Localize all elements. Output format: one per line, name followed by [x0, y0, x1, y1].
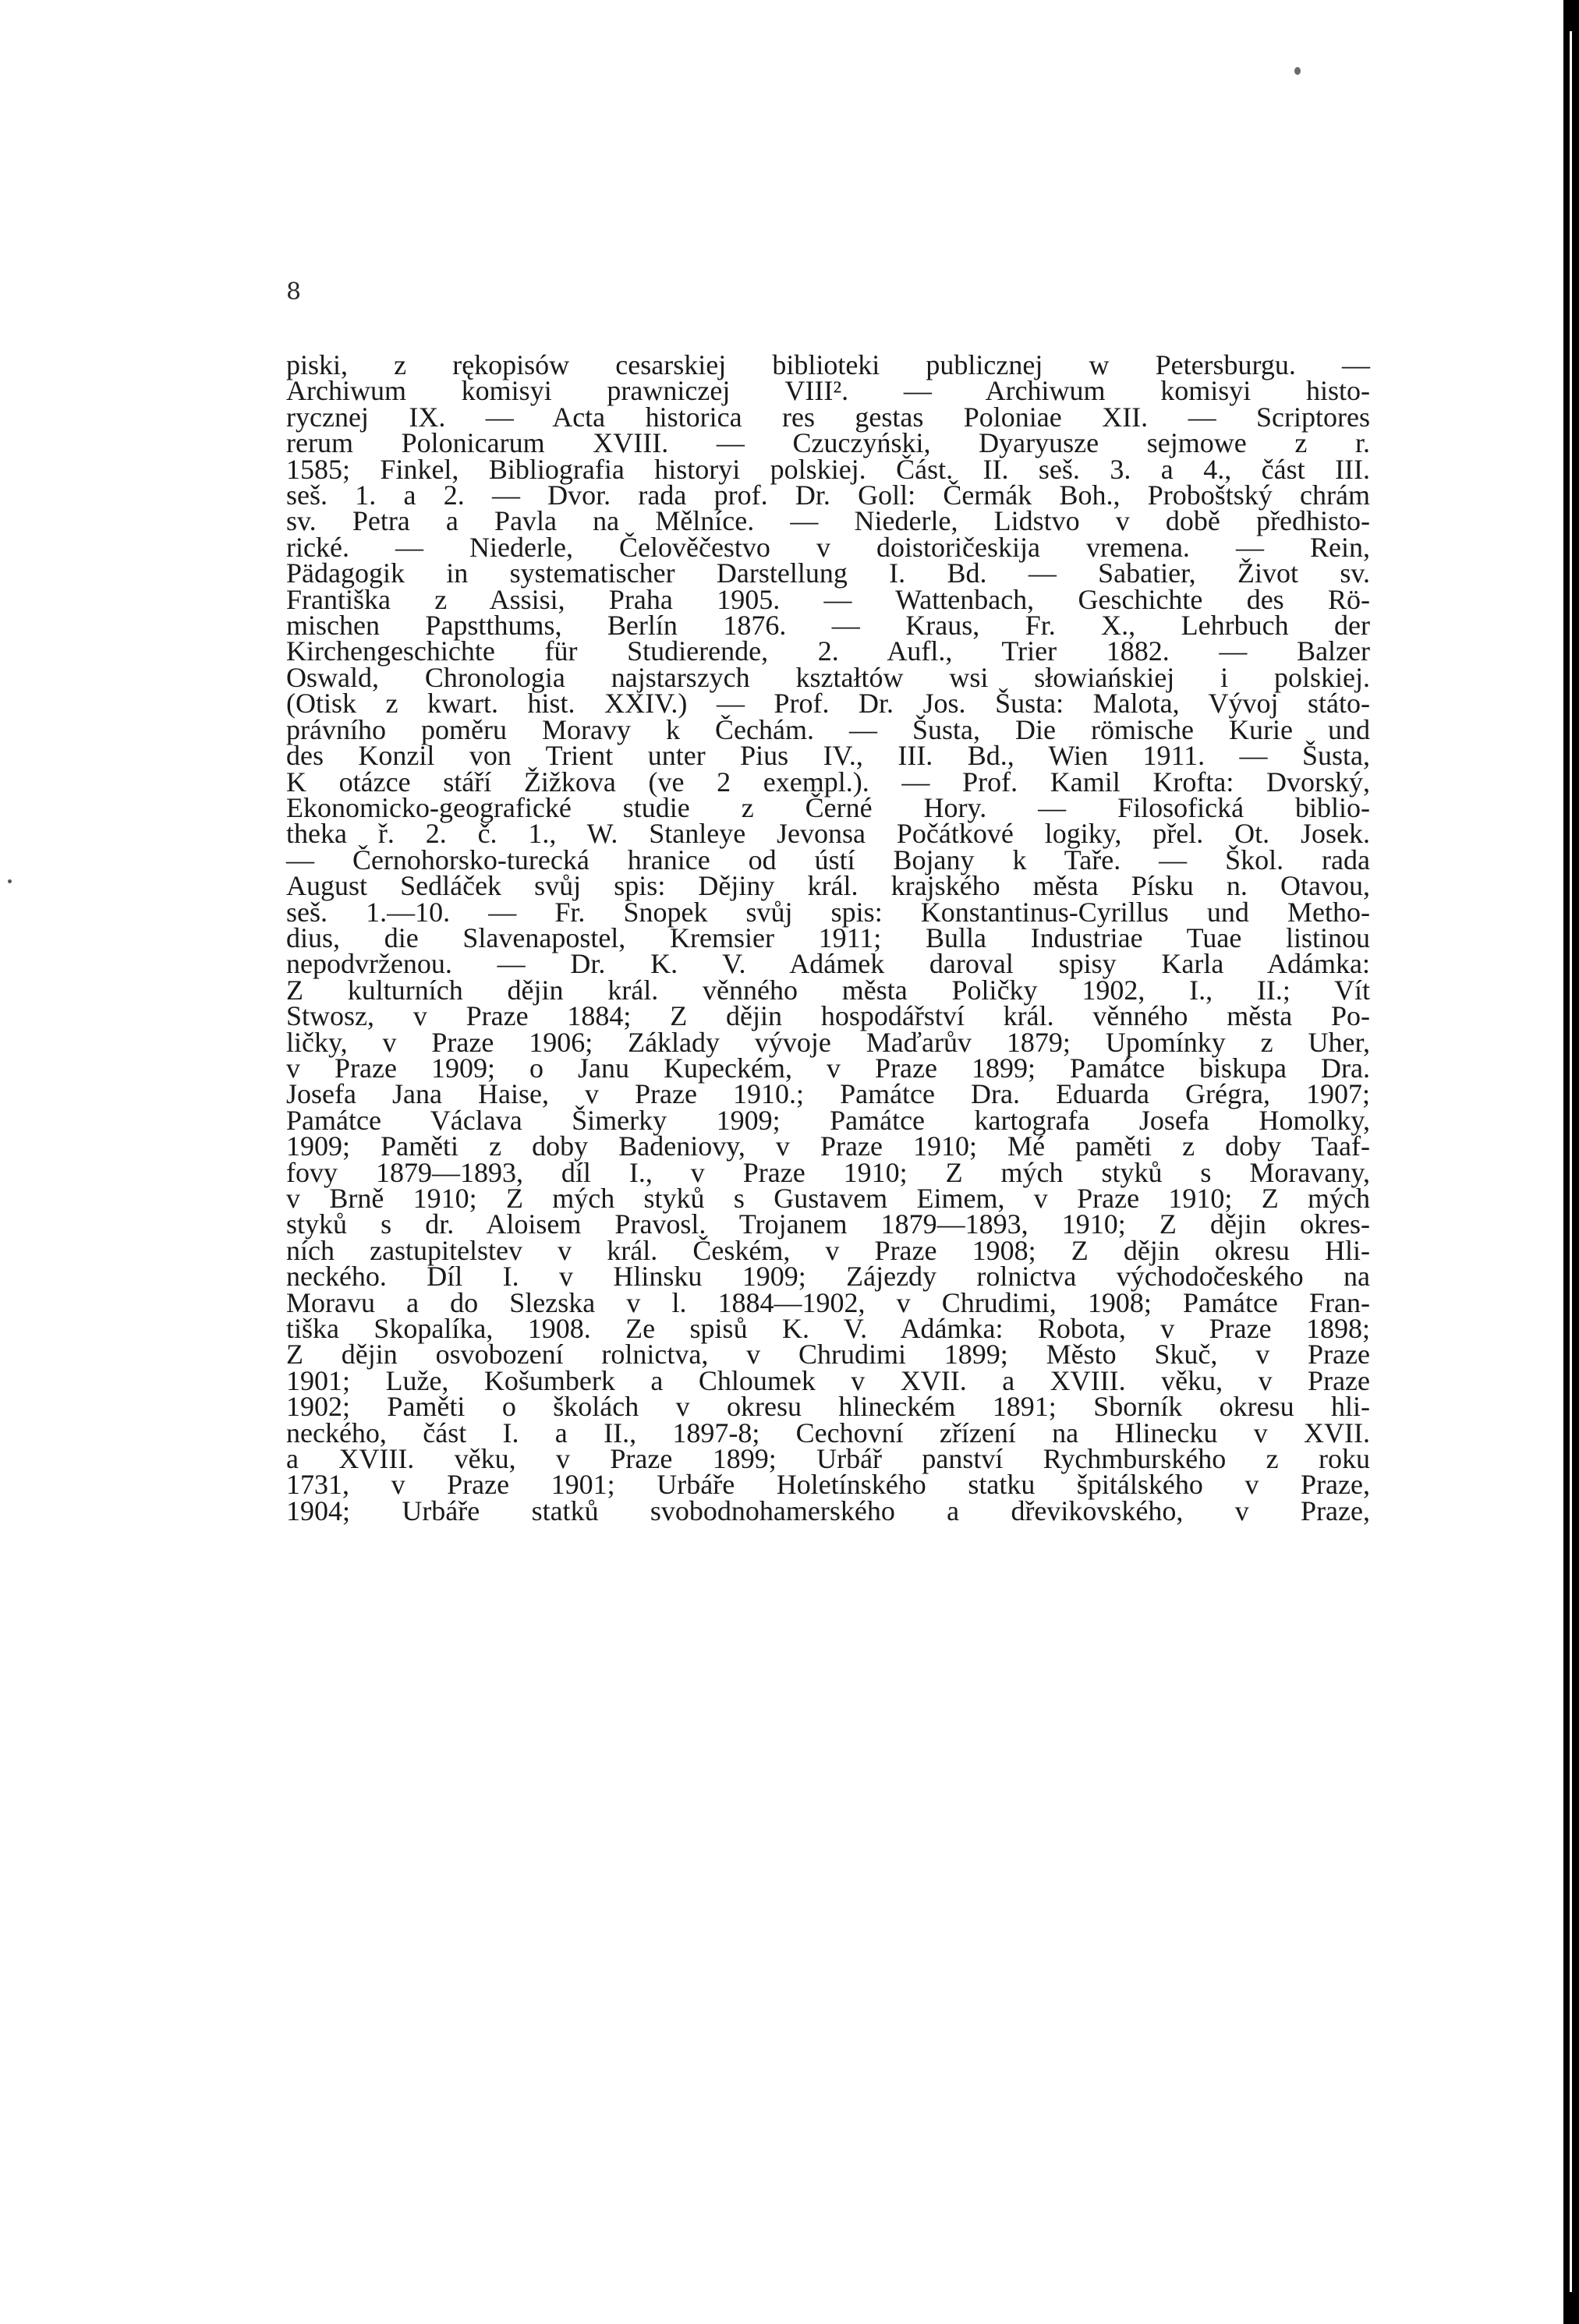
page-edge-border [1563, 0, 1579, 2324]
text-line: 1909; Paměti z doby Badeniovy, v Praze 1910; Mé paměti z doby Taaf- [286, 1130, 1370, 1162]
text-line: K otázce stáří Žižkova (ve 2 exempl.). — Prof. Kamil Krofta: Dvorský, [286, 766, 1370, 798]
text-line: mischen Papstthums, Berlín 1876. — Kraus, Fr. X., Lehrbuch der [286, 610, 1370, 642]
text-line: August Sedláček svůj spis: Dějiny král. krajského města Písku n. Otavou, [286, 870, 1370, 902]
body-text [286, 349, 1370, 1526]
text-line: fovy 1879—1893, díl I., v Praze 1910; Z mých styků s Moravany, [286, 1156, 1370, 1188]
text-line: — Černohorsko-turecká hranice od ústí Bojany k Taře. — Škol. rada [286, 844, 1370, 875]
text-line: tiška Skopalíka, 1908. Ze spisů K. V. Adámka: Robota, v Praze 1898; [286, 1313, 1370, 1345]
text-line: Františka z Assisi, Praha 1905. — Wattenbach, Geschichte des Rö- [286, 583, 1370, 615]
text-line: Z dějin osvobození rolnictva, v Chrudimi 1899; Město Skuč, v Praze [286, 1339, 1370, 1371]
text-line: dius, die Slavenapostel, Kremsier 1911; Bulla Industriae Tuae listinou [286, 921, 1370, 953]
margin-dot [8, 879, 12, 883]
text-line: 1902; Paměti o školách v okresu hlineckém 1891; Sborník okresu hli- [286, 1391, 1370, 1423]
text-line: Archiwum komisyi prawniczej VIII². — Archiwum komisyi histo- [286, 375, 1370, 407]
text-line: právního poměru Moravy k Čechám. — Šusta, Die römische Kurie und [286, 713, 1370, 745]
text-line: a XVIII. věku, v Praze 1899; Urbář panství Rychmburského z roku [286, 1443, 1370, 1475]
text-line: 1904; Urbáře statků svobodnohamerského a dřevikovského, v Praze, [286, 1495, 1370, 1526]
text-line: Kirchengeschichte für Studierende, 2. Aufl., Trier 1882. — Balzer [286, 635, 1370, 667]
text-line: theka ř. 2. č. 1., W. Stanleye Jevonsa Počátkové logiky, přel. Ot. Josek. [286, 818, 1370, 850]
text-line: nepodvrženou. — Dr. K. V. Adámek daroval spisy Karla Adámka: [286, 948, 1370, 980]
text-line: Památce Václava Šimerky 1909; Památce kartografa Josefa Homolky, [286, 1104, 1370, 1136]
text-line: v Praze 1909; o Janu Kupeckém, v Praze 1899; Památce biskupa Dra. [286, 1052, 1370, 1084]
text-line: 1901; Luže, Košumberk a Chloumek v XVII. a XVIII. věku, v Praze [286, 1364, 1370, 1396]
text-line: piski, z rękopisów cesarskiej biblioteki publicznej w Petersburgu. — [286, 349, 1370, 380]
text-line: Oswald, Chronologia najstarszych kształtów wsi słowiańskiej i polskiej. [286, 661, 1370, 693]
text-line: rycznej IX. — Acta historica res gestas Poloniae XII. — Scriptores [286, 401, 1370, 433]
text-line: styků s dr. Aloisem Pravosl. Trojanem 1879—1893, 1910; Z dějin okres- [286, 1208, 1370, 1240]
text-line: rerum Polonicarum XVIII. — Czuczyński, Dyaryusze sejmowe z r. [286, 427, 1370, 459]
text-line: neckého. Díl I. v Hlinsku 1909; Zájezdy rolnictva východočeského na [286, 1261, 1370, 1293]
text-line: ličky, v Praze 1906; Základy vývoje Maďarův 1879; Upomínky z Uher, [286, 1026, 1370, 1058]
ink-speck [1294, 67, 1301, 75]
text-line: v Brně 1910; Z mých styků s Gustavem Eimem, v Praze 1910; Z mých [286, 1183, 1370, 1214]
text-line: ních zastupitelstev v král. Českém, v Praze 1908; Z dějin okresu Hli- [286, 1234, 1370, 1266]
text-line: (Otisk z kwart. hist. XXIV.) — Prof. Dr. Jos. Šusta: Malota, Vývoj státo- [286, 688, 1370, 720]
text-line: sv. Petra a Pavla na Mělníce. — Niederle, Lidstvo v době předhisto- [286, 505, 1370, 537]
text-line: des Konzil von Trient unter Pius IV., III. Bd., Wien 1911. — Šusta, [286, 740, 1370, 772]
text-line: Moravu a do Slezska v l. 1884—1902, v Chrudimi, 1908; Památce Fran- [286, 1286, 1370, 1318]
text-line: seš. 1.—10. — Fr. Snopek svůj spis: Konstantinus-Cyrillus und Metho- [286, 896, 1370, 928]
text-line: Josefa Jana Haise, v Praze 1910.; Památce Dra. Eduarda Grégra, 1907; [286, 1078, 1370, 1110]
text-line: Z kulturních dějin král. věnného města Poličky 1902, I., II.; Vít [286, 974, 1370, 1006]
text-line: Ekonomicko-geografické studie z Černé Hory. — Filosofická biblio- [286, 791, 1370, 823]
text-line: 1585; Finkel, Bibliografia historyi polskiej. Část. II. seš. 3. a 4., část III. [286, 453, 1370, 485]
text-line: neckého, část I. a II., 1897-8; Cechovní zřízení na Hlinecku v XVII. [286, 1417, 1370, 1449]
text-line: rické. — Niederle, Čelověčestvo v doistoričeskija vremena. — Rein, [286, 531, 1370, 563]
text-line: Stwosz, v Praze 1884; Z dějin hospodářství král. věnného města Po- [286, 1000, 1370, 1032]
text-line: seš. 1. a 2. — Dvor. rada prof. Dr. Goll: Čermák Boh., Proboštský chrám [286, 479, 1370, 511]
text-line: 1731, v Praze 1901; Urbáře Holetínského statku špitálského v Praze, [286, 1469, 1370, 1501]
page-number: 8 [286, 278, 302, 306]
text-line: Pädagogik in systematischer Darstellung I. Bd. — Sabatier, Život sv. [286, 557, 1370, 589]
